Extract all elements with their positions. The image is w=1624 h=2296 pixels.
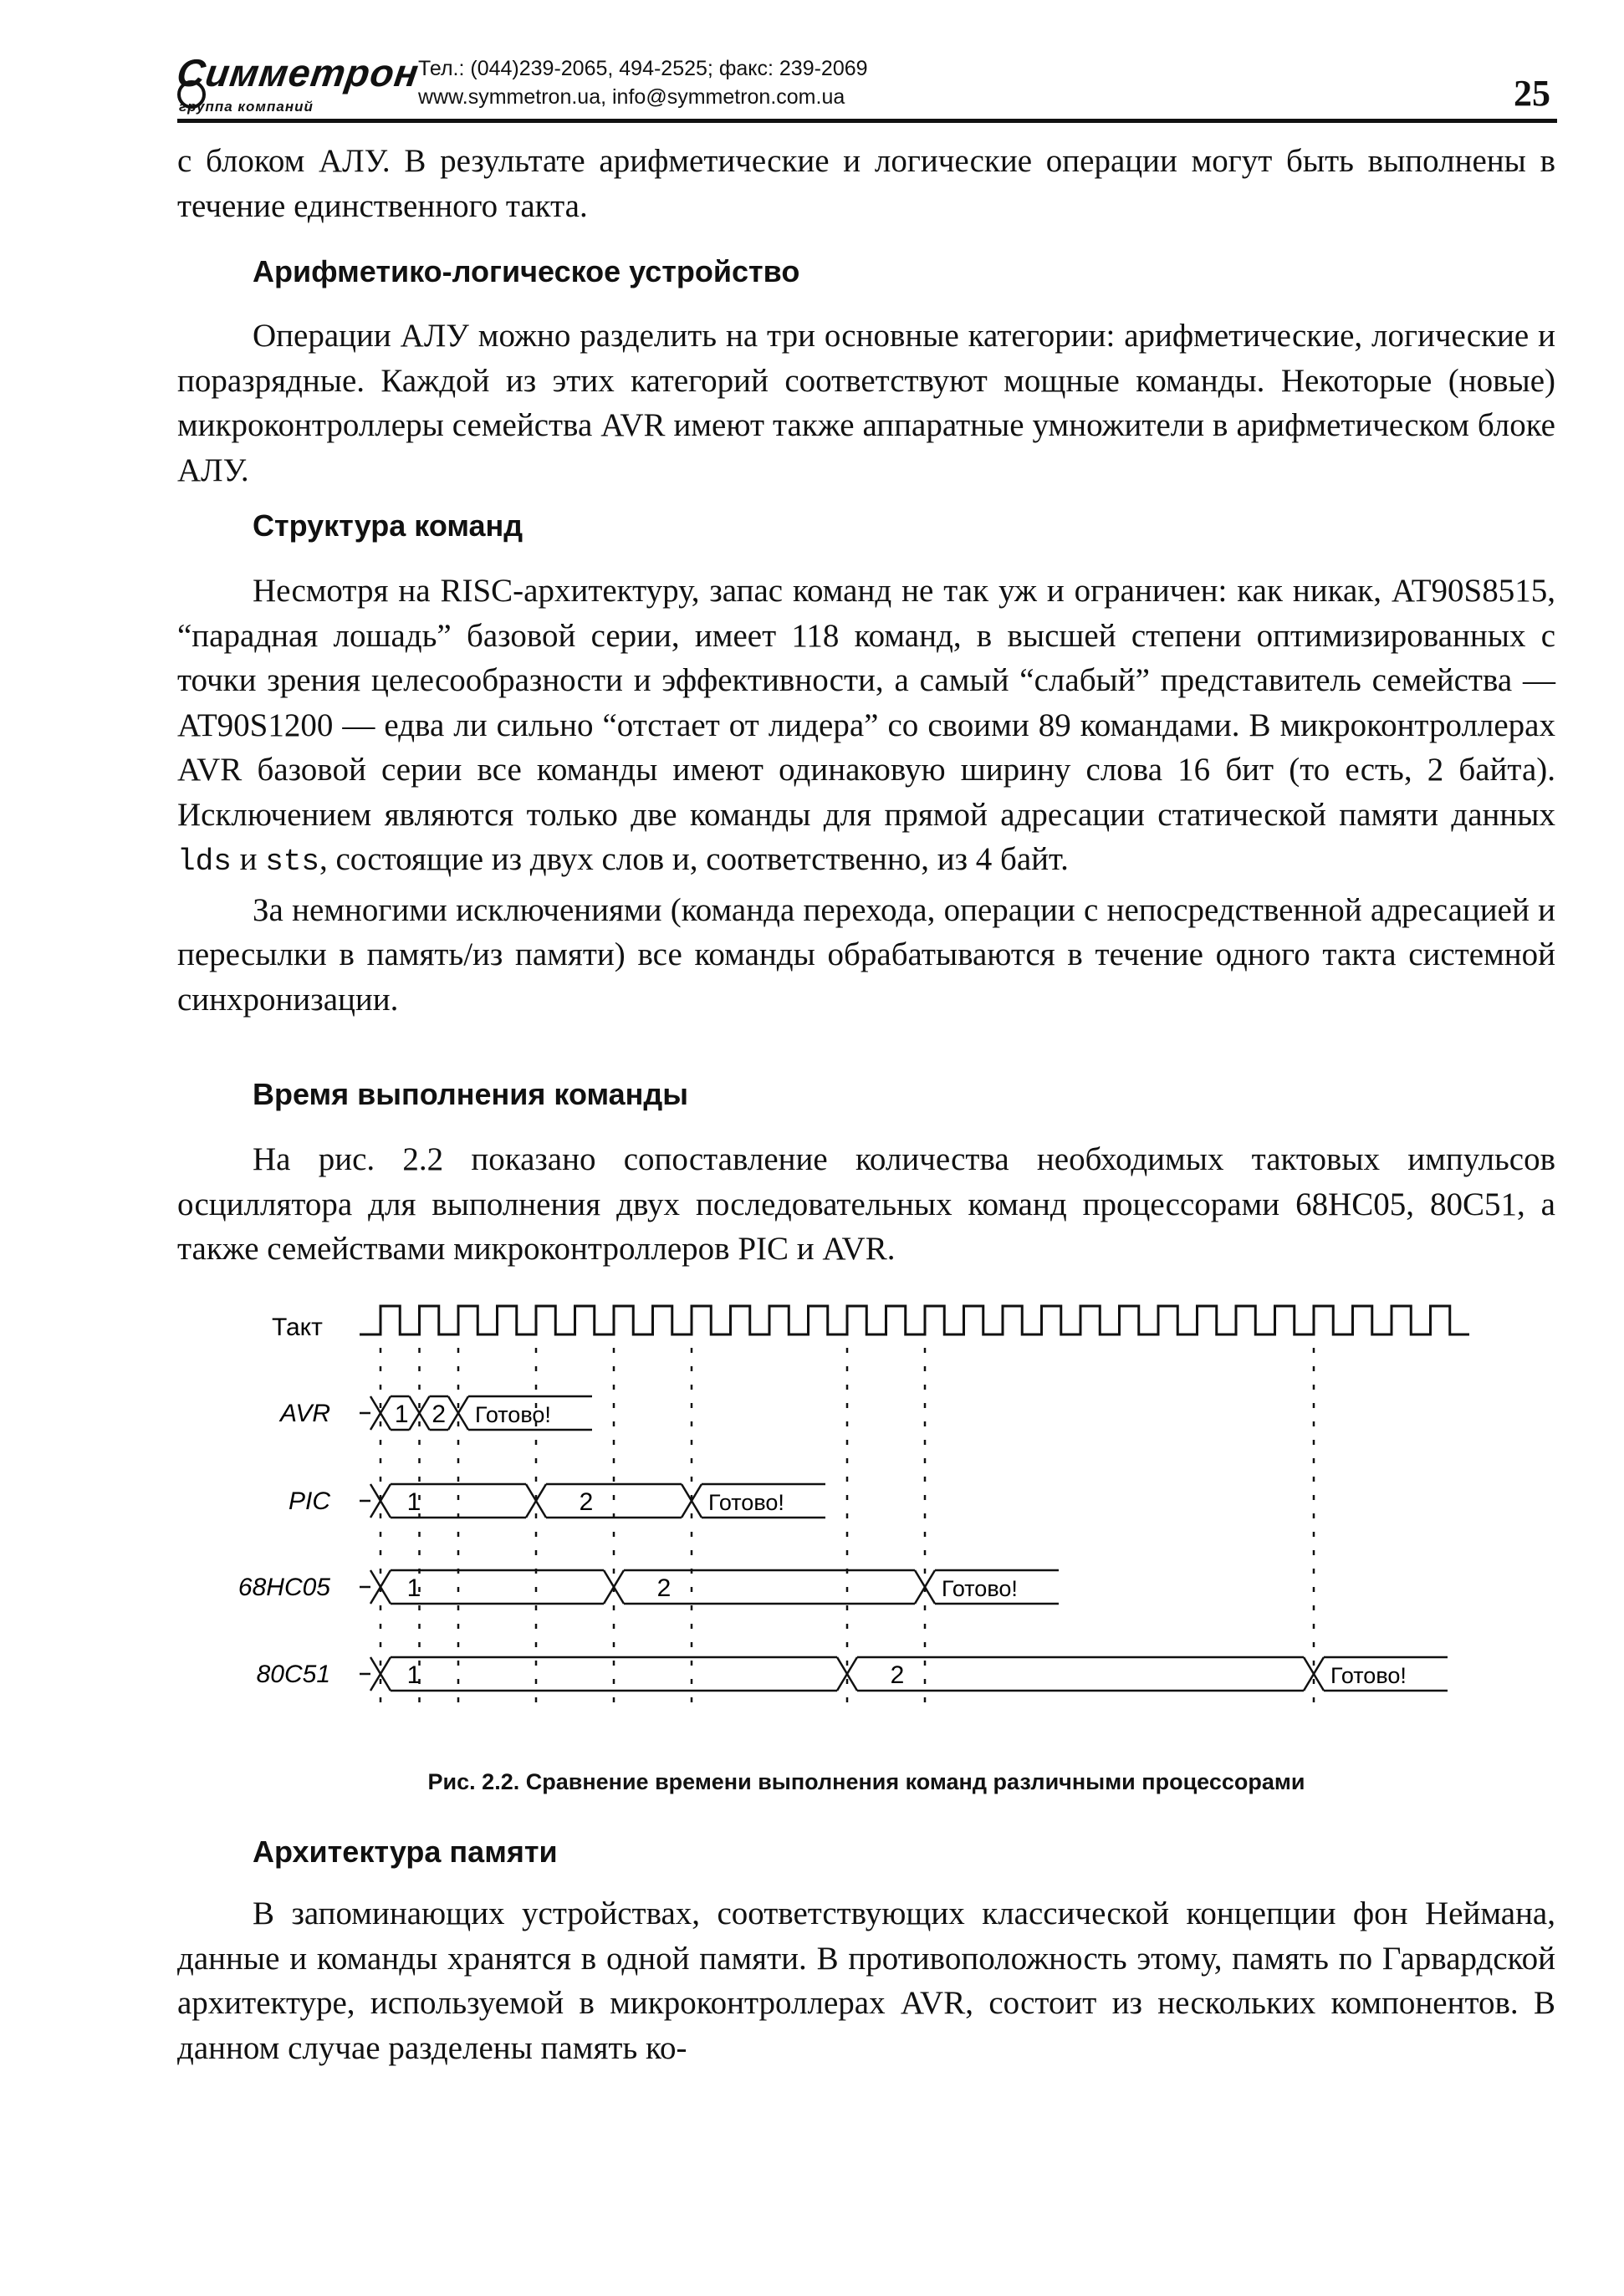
section-heading-timing: Время выполнения команды <box>253 1077 688 1111</box>
text-run: , состоящие из двух слов и, соответственно, из 4 байт. <box>319 841 1069 877</box>
row-label: 68HC05 <box>237 1574 330 1601</box>
text-run: и <box>239 841 258 877</box>
section-heading-memory: Архитектура памяти <box>253 1834 558 1869</box>
transition-mark <box>526 1484 546 1518</box>
row-label: 80C51 <box>256 1661 330 1688</box>
command-2-label: 2 <box>890 1661 905 1689</box>
command-2-label: 2 <box>656 1574 672 1602</box>
clock-waveform <box>360 1306 1469 1334</box>
command-2-label: 2 <box>432 1401 447 1428</box>
command-1-label: 1 <box>394 1401 409 1428</box>
row-label: PIC <box>288 1487 330 1515</box>
paragraph-text: с блоком АЛУ. В результате арифметические и логические операции могут быть выполнены в течение единственного такта. <box>177 143 1555 224</box>
paragraph-text: Операции АЛУ можно разделить на три основные категории: арифметические, логические и поразрядные. Каждой из этих категорий соответствуют мощные команды. Некоторые (новые) микроконтроллеры семейства AVR имеют также аппаратные умножители в арифметическом блоке АЛУ. <box>177 318 1555 488</box>
command-1-label: 1 <box>406 1488 421 1516</box>
clock-label: Такт <box>272 1314 323 1341</box>
paragraph-text: На рис. 2.2 показано сопоставление количества необходимых тактовых импульсов осциллятора для выполнения двух последовательных команд процессорами 68HC05, 80C51, а также семействами микроконтроллеров PIC и AVR. <box>177 1141 1555 1267</box>
header-phone: Тел.: (044)239-2065, 494-2525; факс: 239-2069 <box>418 57 868 80</box>
transition-mark <box>370 1484 391 1518</box>
command-1-label: 1 <box>406 1574 421 1602</box>
code-lds: lds <box>177 844 232 879</box>
section-heading-commands: Структура команд <box>253 508 523 543</box>
header-web: www.symmetron.ua, info@symmetron.com.ua <box>418 85 845 109</box>
text-run: Несмотря на RISC-архитектуру, запас команд не так уж и ограничен: как никак, AT90S8515, “парадная лошадь” базовой серии, имеет 118 команд, в высшей степени оптимизированных с точки зрения целесообразности и эффективности, а самый “слабый” представитель семейства — AT90S1200 — едва ли сильно “отстает от лидера” со своими 89 командами. В микроконтроллерах AVR базовой серии все команды имеют одинаковую ширину слова 16 бит (то есть, 2 байта). Исключением являются только две команды для прямой адресации статической памяти данных <box>177 573 1555 833</box>
command-1-label: 1 <box>406 1661 421 1689</box>
done-label: Готово! <box>708 1490 784 1515</box>
transition-mark <box>682 1484 702 1518</box>
paragraph-memory <box>177 1891 1555 2070</box>
done-label: Готово! <box>942 1576 1018 1601</box>
logo-subtitle: группа компаний <box>179 99 314 115</box>
figure-caption: Рис. 2.2. Сравнение времени выполнения команд различными процессорами <box>427 1769 1305 1794</box>
done-label: Готово! <box>475 1402 551 1427</box>
command-2-bus <box>546 1484 682 1518</box>
paragraph-text: За немногими исключениями (команда перехода, операции с непосредственной адресацией и пересылки в память/из памяти) все команды обрабатываются в течение одного такта системной синхронизации. <box>177 891 1555 1018</box>
done-label: Готово! <box>1330 1663 1407 1688</box>
page-number: 25 <box>1514 73 1550 114</box>
row-label: AVR <box>279 1400 330 1427</box>
section-heading-alu: Арифметико-логическое устройство <box>253 254 800 288</box>
command-1-bus <box>391 1570 604 1604</box>
command-2-label: 2 <box>579 1488 594 1516</box>
paragraph-text: В запоминающих устройствах, соответствующих классической концепции фон Неймана, данные и команды хранятся в одной памяти. В противоположность этому, память по Гарвардской архитектуре, используемой в микроконтроллерах AVR, состоит из нескольких компонентов. В данном случае разделены память ко- <box>177 1895 1555 2066</box>
logo: Симметрон <box>174 51 422 94</box>
code-sts: sts <box>265 844 319 879</box>
